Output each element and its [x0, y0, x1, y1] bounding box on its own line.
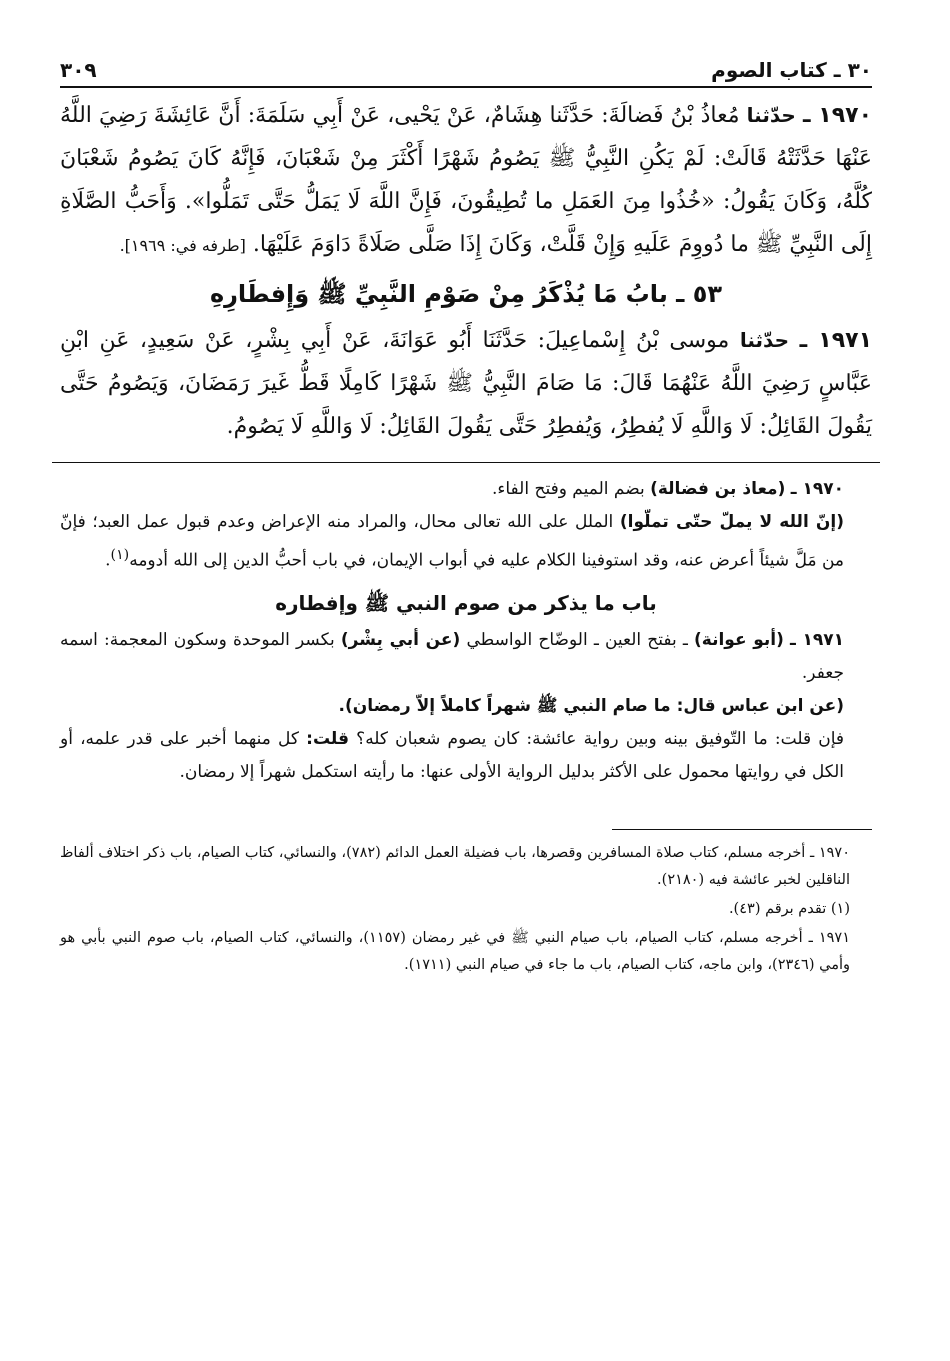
- commentary-text: .: [105, 550, 111, 571]
- commentary-paragraph: [60, 506, 872, 578]
- footnote-1: (١) تقدم برقم (٤٣).: [728, 900, 850, 917]
- hadith-text: موسى بْنُ إِسْماعِيلَ: حَدَّثَنَا أَبُو عَوَانَةَ، عَنْ أَبِي بِشْرٍ، عَنْ سَعِيدٍ، عَنِ ابْنِ عَبَّاسٍ رَضِيَ اللَّهُ عَنْهُمَا قَالَ: مَا صَامَ النَّبِيُّ ﷺ شَهْرًا كَامِلًا قَطُّ غَيرَ رَمَضَانَ، وَيَصُومُ حَتَّى يَقُولَ القَائِلُ: لَا وَاللَّهِ لَا يُفطِرُ، وَيُفطِرُ حَتَّى يَقُولَ القَائِلُ: لَا وَاللَّهِ لَا يَصُومُ.: [60, 328, 872, 439]
- page-header: [60, 38, 872, 82]
- commentary-text: بضم الميم وفتح الفاء.: [491, 479, 645, 499]
- page-number: ٣٠٩: [60, 58, 97, 82]
- commentary-number: ١٩٧٠ ـ: [790, 479, 844, 499]
- commentary-quote: (عن ابن عباس قال: ما صام النبي ﷺ شهراً كاملاً إلاّ رمضان).: [338, 695, 844, 716]
- footnote-divider: [612, 829, 872, 830]
- commentary-term: (معاذ بن فضالة): [650, 479, 786, 499]
- commentary-term: (أبو عوانة): [694, 629, 784, 650]
- commentary-text: الملل على الله تعالى محال، والمراد منه الإعراض وعدم قبول عمل العبد؛ فإنّ من مَلَّ شيئاً أعرض عنه، وقد استوفينا الكلام عليه في أبواب الإيمان، في باب أحبُّ الدين إلى الله أدومه: [60, 512, 844, 571]
- hadith-number: ١٩٧٠ ـ: [802, 103, 872, 128]
- footnote-1971: ١٩٧١ ـ أخرجه مسلم، كتاب الصيام، باب صيام النبي ﷺ في غير رمضان (١١٥٧)، والنسائي، كتاب الصيام، باب صوم النبي بأبي هو وأمي (٢٣٤٦)، وابن ماجه، كتاب الصيام، باب ما جاء في صيام النبي (١٧١١).: [60, 929, 851, 973]
- header-rule: [60, 86, 872, 88]
- hadith-text: مُعاذُ بْنُ فَضالَةَ: حَدَّثَنا هِشَامٌ، عَنْ يَحْيى، عَنْ أَبِي سَلَمَةَ: أَنَّ عَائِشَةَ رَضِيَ اللَّهُ عَنْهَا حَدَّثَتْهُ قَالَتْ: لَمْ يَكُنِ النَّبِيُّ ﷺ يَصُومُ شَهْرًا أَكْثَرَ مِنْ شَعْبَانَ، فَإِنَّهُ كَانَ يَصُومُ شَعْبَانَ كُلَّهُ، وَكَانَ يَقُولُ: «خُذُوا مِنَ العَمَلِ ما تُطِيقُونَ، فَإِنَّ اللَّهَ لَا يَمَلُّ حَتَّى تَمَلُّوا». وَأَحَبُّ الصَّلَاةِ إِلَى النَّبِيِّ ﷺ ما دُووِمَ عَلَيهِ وَإِنْ قَلَّتْ، وَكَانَ إِذَا صَلَّى صَلَاةً دَاوَمَ عَلَيْهَا.: [60, 103, 872, 257]
- answer-marker: قلت:: [306, 728, 350, 749]
- footnote-1970: ١٩٧٠ ـ أخرجه مسلم، كتاب صلاة المسافرين وقصرها، باب فضيلة العمل الدائم (٧٨٢)، والنسائي، كتاب الصيام، باب ذكر اختلاف ألفاظ الناقلين لخبر عائشة فيه (٢١٨٠).: [60, 844, 850, 888]
- hadith-1970: [60, 94, 872, 267]
- commentary-number: ١٩٧١ ـ: [790, 629, 845, 650]
- commentary-chapter-heading: باب ما يذكر من صوم النبي ﷺ وإفطاره: [275, 590, 657, 615]
- running-chapter-title: ٣٠ ـ كتاب الصوم: [711, 58, 872, 82]
- footnotes: [60, 840, 872, 979]
- commentary-text: كل منهما أخبر على قدر علمه، أو الكل في روايتها محمول على الأكثر بدليل الرواية الأولى عنها: ما رأيته استكمل شهراً إلا رمضان.: [60, 728, 844, 782]
- commentary-text: فإن قلت: ما التّوفيق بينه وبين رواية عائشة: كان يصوم شعبان كله؟: [356, 728, 845, 749]
- cross-reference: [طرفه في: ١٩٦٩].: [119, 236, 246, 255]
- narration-word: حدّثنا: [739, 328, 790, 352]
- commentary-term: (عن أبي بِشْر): [340, 629, 461, 650]
- commentary-text: بكسر الموحدة وسكون المعجمة: اسمه جعفر.: [60, 629, 844, 683]
- hadith-number: ١٩٧١ ـ: [799, 328, 872, 353]
- commentary-paragraph: [60, 723, 872, 789]
- chapter-heading: ٥٣ ـ بابُ مَا يُذْكَرُ مِنْ صَوْمِ النَّبِيِّ ﷺ وَإِفطَارِهِ: [209, 280, 723, 308]
- footnote-marker: (١): [110, 547, 130, 563]
- commentary: [60, 473, 872, 789]
- hadith-1971: [60, 319, 872, 448]
- section-divider: [52, 462, 880, 463]
- narration-word: حدّثنا: [746, 103, 796, 127]
- book-page: [60, 38, 872, 981]
- commentary-text: ـ بفتح العين ـ الوضّاح الواسطي: [466, 629, 688, 650]
- commentary-term: (إنّ الله لا يملّ حتّى تملّوا): [619, 512, 844, 532]
- commentary-paragraph: [60, 473, 872, 506]
- commentary-paragraph: [60, 624, 872, 690]
